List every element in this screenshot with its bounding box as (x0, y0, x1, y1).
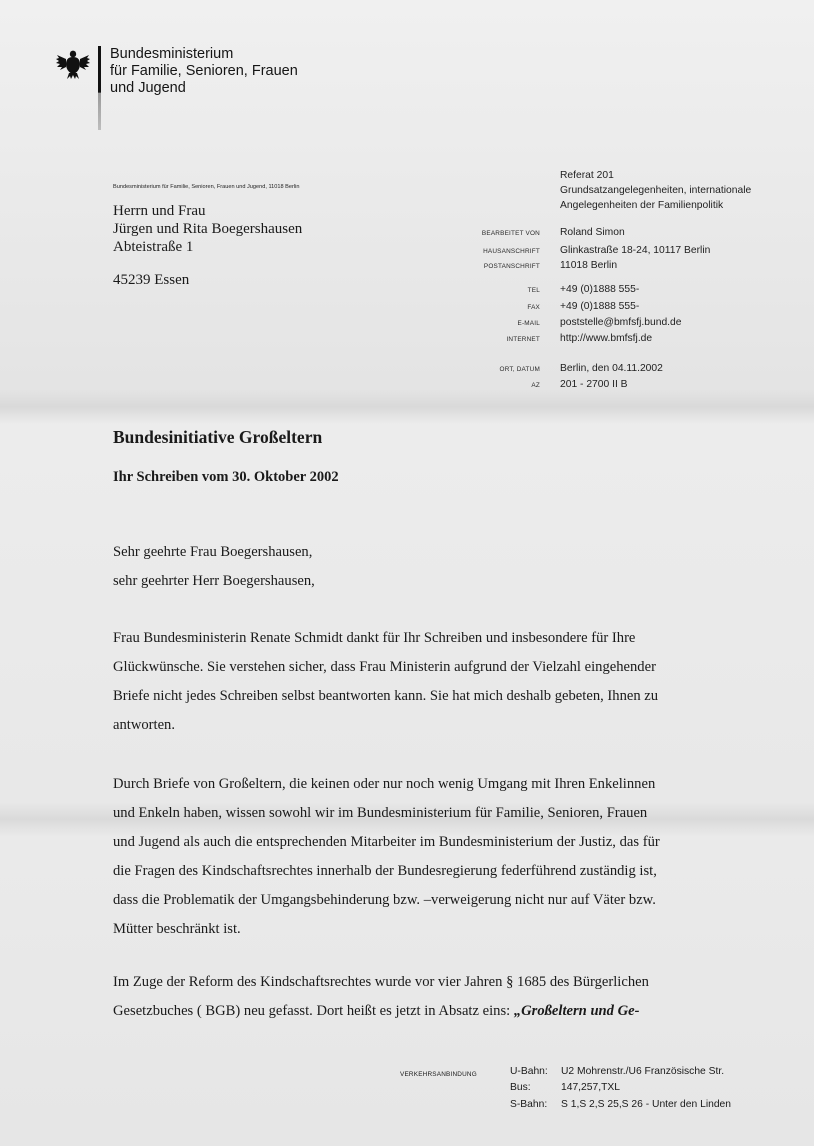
info-value: Roland Simon (560, 227, 625, 238)
emphasized-quote: „Großeltern und Ge- (513, 1003, 640, 1019)
footer-key: Bus: (510, 1082, 531, 1093)
text-line: Frau Bundesministerin Renate Schmidt dankt für Ihr Schreiben und insbesondere für Ihre (113, 630, 636, 646)
info-value: poststelle@bmfsfj.bund.de (560, 317, 682, 328)
salutation (113, 538, 315, 596)
info-row-reference (420, 379, 780, 393)
footer-value: U2 Mohrenstr./U6 Französische Str. (561, 1066, 725, 1077)
referat-line: Referat 201 (560, 170, 614, 181)
text-line: und Enkeln haben, wissen sowohl wir im Bundesministerium für Familie, Senioren, Frauen (113, 805, 648, 821)
info-value: 11018 Berlin (560, 260, 618, 271)
info-value: 201 - 2700 II B (560, 379, 628, 390)
return-address: Bundesministerium für Familie, Senioren, Frauen und Jugend, 11018 Berlin (113, 184, 300, 190)
info-label: E-MAIL (517, 320, 540, 327)
text-line: dass die Problematik der Umgangsbehinderung bzw. –verweigerung nicht nur auf Väter bzw. (113, 892, 656, 908)
footer-row-ubahn (510, 1066, 724, 1077)
info-value: Glinkastraße 18-24, 10117 Berlin (560, 245, 711, 256)
info-value: http://www.bmfsfj.de (560, 333, 653, 344)
salutation-line: Sehr geehrte Frau Boegershausen, (113, 544, 313, 560)
subject-line: Bundesinitiative Großeltern (113, 427, 323, 447)
federal-eagle-icon (56, 46, 90, 80)
recipient-address (113, 202, 302, 289)
text-line: antworten. (113, 717, 176, 733)
referat-block (560, 168, 751, 213)
footer-key: U-Bahn: (510, 1066, 548, 1077)
footer-key: S-Bahn: (510, 1099, 548, 1110)
referat-line: Grundsatzangelegenheiten, internationale (560, 185, 752, 196)
ministry-line: Bundesministerium (110, 46, 234, 62)
text-line (113, 997, 649, 1026)
info-label: HAUSANSCHRIFT (483, 248, 540, 255)
info-label: TEL (527, 287, 540, 294)
paragraph-3 (113, 968, 649, 1026)
info-row-internet (420, 333, 780, 347)
footer-row-sbahn (510, 1099, 731, 1110)
text-line: Im Zuge der Reform des Kindschaftsrechtes wurde vor vier Jahren § 1685 des Bürgerlichen (113, 974, 649, 990)
paragraph-2 (113, 770, 660, 944)
info-value: +49 (0)1888 555- (560, 301, 640, 312)
paragraph-1 (113, 624, 658, 740)
info-label: INTERNET (506, 336, 540, 343)
text-line: die Fragen des Kindschaftsrechtes innerhalb der Bundesregierung federführend zuständig ist, (113, 863, 657, 879)
text-line: Briefe nicht jedes Schreiben selbst beantworten kann. Sie hat mich deshalb gebeten, Ihnen zu (113, 688, 659, 704)
info-label: AZ (531, 382, 540, 389)
salutation-line: sehr geehrter Herr Boegershausen, (113, 573, 315, 589)
recipient-line: Herrn und Frau (113, 203, 206, 219)
your-letter-reference: Ihr Schreiben vom 30. Oktober 2002 (113, 469, 339, 485)
info-value: Berlin, den 04.11.2002 (560, 363, 663, 374)
referat-line: Angelegenheiten der Familienpolitik (560, 200, 724, 211)
footer-value: 147,257,TXL (561, 1082, 620, 1093)
info-row-email (420, 317, 780, 331)
footer-label: VERKEHRSANBINDUNG (400, 1071, 477, 1078)
info-row-postal-address (420, 260, 780, 274)
info-row-house-address (420, 245, 780, 259)
recipient-city: 45239 Essen (113, 272, 190, 288)
info-value: +49 (0)1888 555- (560, 284, 640, 295)
info-label: BEARBEITET VON (481, 230, 540, 237)
recipient-line: Jürgen und Rita Boegershausen (113, 221, 303, 237)
footer-row-bus (510, 1082, 620, 1093)
ministry-name (110, 46, 298, 97)
letterhead-divider (98, 46, 101, 130)
info-label: FAX (527, 304, 540, 311)
text-line: und Jugend als auch die entsprechenden Mitarbeiter im Bundesministerium der Justiz, das für (113, 834, 660, 850)
info-label: ORT, DATUM (499, 366, 540, 373)
text-line: Durch Briefe von Großeltern, die keinen oder nur noch wenig Umgang mit Ihren Enkelinnen (113, 776, 656, 792)
info-row-phone (420, 284, 780, 298)
info-row-fax (420, 301, 780, 315)
info-row-handler (420, 227, 780, 241)
text-line: Mütter beschränkt ist. (113, 921, 241, 937)
footer-value: S 1,S 2,S 25,S 26 - Unter den Linden (561, 1099, 732, 1110)
info-row-place-date (420, 363, 780, 377)
recipient-street: Abteistraße 1 (113, 239, 194, 255)
text-segment: Gesetzbuches ( BGB) neu gefasst. Dort heißt es jetzt in Absatz eins: (113, 1003, 514, 1019)
info-label: POSTANSCHRIFT (483, 263, 540, 270)
text-line: Glückwünsche. Sie verstehen sicher, dass Frau Ministerin aufgrund der Vielzahl eingehender (113, 659, 656, 675)
ministry-line: und Jugend (110, 80, 186, 96)
ministry-line: für Familie, Senioren, Frauen (110, 63, 298, 79)
